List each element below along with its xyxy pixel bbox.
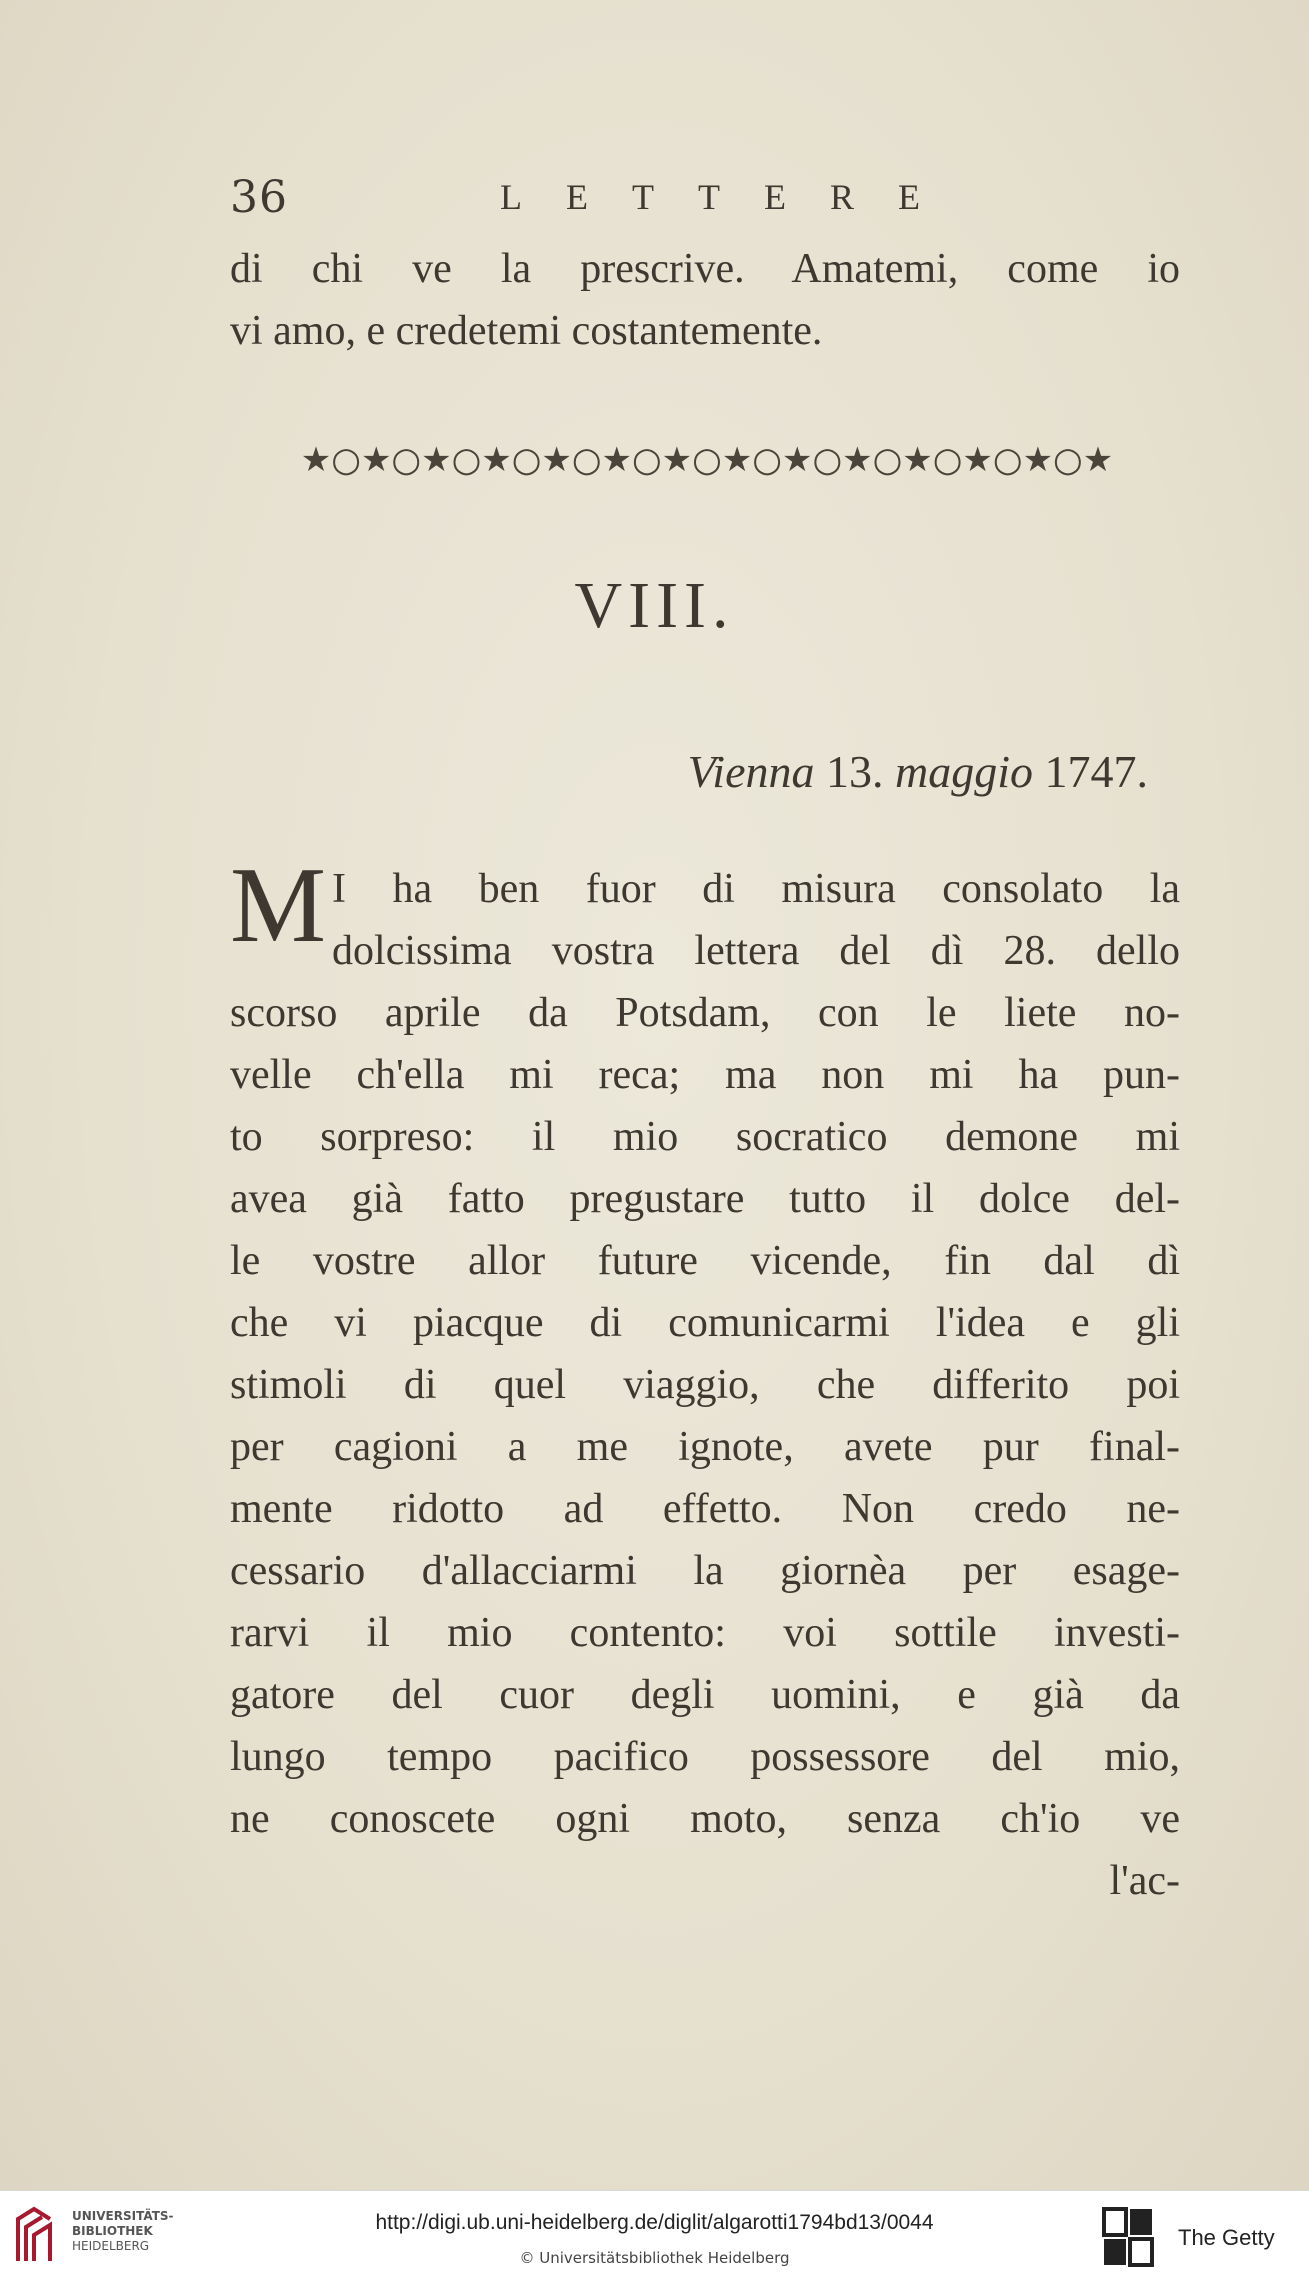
letter-first-line: I ha ben fuor di misura consolato la	[332, 866, 1180, 912]
running-head: LETTERE	[500, 177, 964, 217]
letter-line: cessario d'allacciarmi la giornèa per esage-	[230, 1548, 1180, 1594]
getty-logo-icon	[1102, 2207, 1156, 2269]
permalink-url[interactable]: http://digi.ub.uni-heidelberg.de/diglit/algarotti1794bd13/0044	[375, 2211, 934, 2234]
dateline-year: 1747.	[1044, 746, 1148, 797]
catchword: l'ac-	[1109, 1858, 1180, 1904]
letter-line: mente ridotto ad effetto. Non credo ne-	[230, 1486, 1180, 1532]
letter-line: gatore del cuor degli uomini, e già da	[230, 1672, 1180, 1718]
dateline-day: 13.	[826, 746, 884, 797]
library-name-line: BIBLIOTHEK	[72, 2224, 153, 2238]
viewer-footer	[0, 2190, 1309, 2282]
page-number: 36	[230, 172, 288, 223]
letter-line: le vostre allor future vicende, fin dal dì	[230, 1238, 1180, 1284]
copyright-notice: © Universitätsbibliothek Heidelberg	[519, 2249, 790, 2267]
continuation-line: di chi ve la prescrive. Amatemi, come io	[230, 246, 1180, 292]
letter-line: rarvi il mio contento: voi sottile investi-	[230, 1610, 1180, 1656]
dateline-place: Vienna	[687, 746, 815, 797]
letter-line: avea già fatto pregustare tutto il dolce del-	[230, 1176, 1180, 1222]
partner-name[interactable]: The Getty	[1178, 2225, 1275, 2250]
continuation-text	[230, 238, 1180, 362]
letter-line: per cagioni a me ignote, avete pur final-	[230, 1424, 1180, 1470]
letter-line: to sorpreso: il mio socratico demone mi	[230, 1114, 1180, 1160]
chapter-number: VIII.	[574, 569, 735, 642]
letter-line: che vi piacque di comunicarmi l'idea e gli	[230, 1300, 1180, 1346]
dateline-month: maggio	[895, 746, 1033, 797]
letter-line: dolcissima vostra lettera del dì 28. dello	[332, 928, 1180, 974]
letter-line: lungo tempo pacifico possessore del mio,	[230, 1734, 1180, 1780]
letter-line: velle ch'ella mi reca; ma non mi ha pun-	[230, 1052, 1180, 1098]
ornamental-rule: ★○★○★○★○★○★○★○★○★○★○★○★○★○★	[300, 440, 1114, 480]
drop-cap: M	[230, 846, 327, 965]
letter-line: stimoli di quel viaggio, che differito poi	[230, 1362, 1180, 1408]
page-header	[230, 172, 1090, 232]
letter-body	[230, 846, 1180, 1912]
library-name-line: HEIDELBERG	[72, 2239, 150, 2253]
dateline	[230, 745, 1148, 798]
letter-line: scorso aprile da Potsdam, con le liete no-	[230, 990, 1180, 1036]
letter-line: ne conoscete ogni moto, senza ch'io ve	[230, 1796, 1180, 1842]
library-name-line: UNIVERSITÄTS-	[72, 2209, 174, 2223]
continuation-line: vi amo, e credetemi costantemente.	[230, 308, 823, 354]
